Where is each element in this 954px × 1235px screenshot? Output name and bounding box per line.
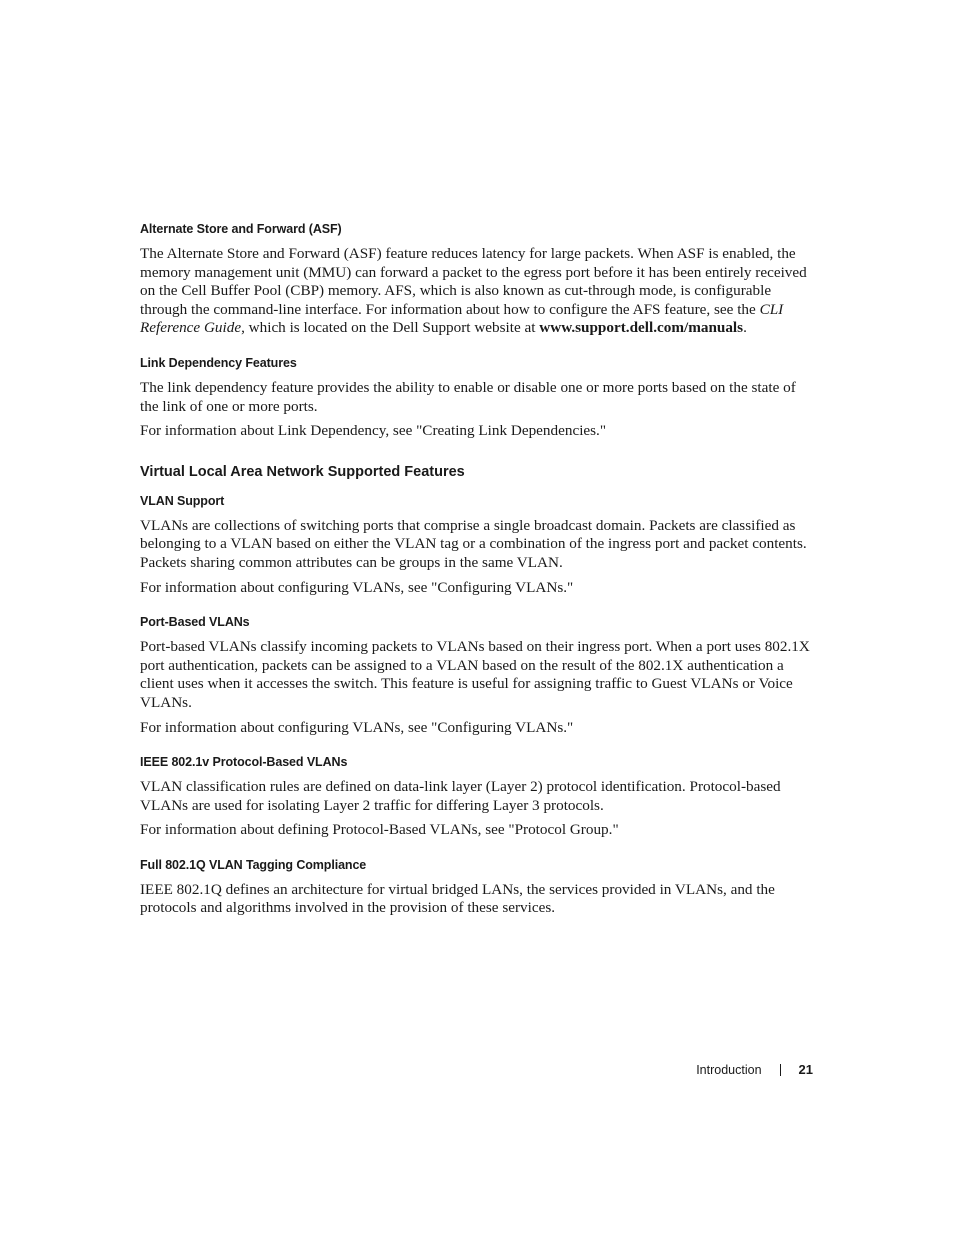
asf-text-end: . xyxy=(743,319,747,337)
link-dependency-reference: For information about Link Dependency, see "Creating Link Dependencies." xyxy=(140,422,607,440)
page-content xyxy=(140,221,812,924)
link-dependency-paragraph: The link dependency feature provides the ability to enable or disable one or more ports based on the state of the link of one or more ports. xyxy=(140,378,796,415)
vlan-support-paragraph: VLANs are collections of switching ports that comprise a single broadcast domain. Packets are classified as belonging to a VLAN based on either the VLAN tag or a combination of the ingress port and packet contents. Packets sharing common attributes can be groups in the same VLAN. xyxy=(140,516,807,571)
cli-reference-guide-title: CLI Reference Guide xyxy=(140,300,784,337)
vlan-support-reference: For information about configuring VLANs, see "Configuring VLANs." xyxy=(140,578,574,596)
page-footer xyxy=(696,1062,813,1077)
vlan-support-heading: VLAN Support xyxy=(140,493,225,508)
page-number: 21 xyxy=(798,1062,813,1077)
protocol-based-vlans-paragraph: VLAN classification rules are defined on data-link layer (Layer 2) protocol identification. Protocol-based VLANs are used for isolating Layer 2 traffic for differing Layer 3 protocols. xyxy=(140,778,781,814)
vlan-features-heading: Virtual Local Area Network Supported Features xyxy=(140,463,465,480)
dell-support-url: www.support.dell.com/manuals xyxy=(539,319,744,337)
link-dependency-heading: Link Dependency Features xyxy=(140,355,297,370)
asf-paragraph xyxy=(140,245,812,338)
footer-separator xyxy=(780,1064,781,1076)
port-based-vlans-reference: For information about configuring VLANs, see "Configuring VLANs." xyxy=(140,718,574,736)
footer-chapter-title: Introduction xyxy=(696,1062,762,1077)
protocol-based-vlans-reference: For information about defining Protocol-Based VLANs, see "Protocol Group." xyxy=(140,821,619,839)
vlan-tagging-paragraph: IEEE 802.1Q defines an architecture for virtual bridged LANs, the services provided in VLANs, and the protocols and algorithms involved in the provision of these services. xyxy=(140,880,775,917)
asf-text-2: , which is located on the Dell Support website at xyxy=(241,319,540,337)
protocol-based-vlans-heading: IEEE 802.1v Protocol-Based VLANs xyxy=(140,755,348,770)
vlan-tagging-heading: Full 802.1Q VLAN Tagging Compliance xyxy=(140,857,367,872)
port-based-vlans-heading: Port-Based VLANs xyxy=(140,615,250,630)
port-based-vlans-paragraph: Port-based VLANs classify incoming packets to VLANs based on their ingress port. When a port uses 802.1X port authentication, packets can be assigned to a VLAN based on the result of the 802.1X authentication a client uses when it accesses the switch. This feature is useful for assigning traffic to Guest VLANs or Voice VLANs. xyxy=(140,638,810,711)
asf-heading: Alternate Store and Forward (ASF) xyxy=(140,222,342,236)
asf-text-1: The Alternate Store and Forward (ASF) feature reduces latency for large packets. When ASF is enabled, the memory management unit (MMU) can forward a packet to the egress port before it has been entirely received on the Cell Buffer Pool (CBP) memory. AFS, which is also known as cut-through mode, is configurable through the command-line interface. For information about how to configure the AFS feature, see the xyxy=(140,245,807,318)
